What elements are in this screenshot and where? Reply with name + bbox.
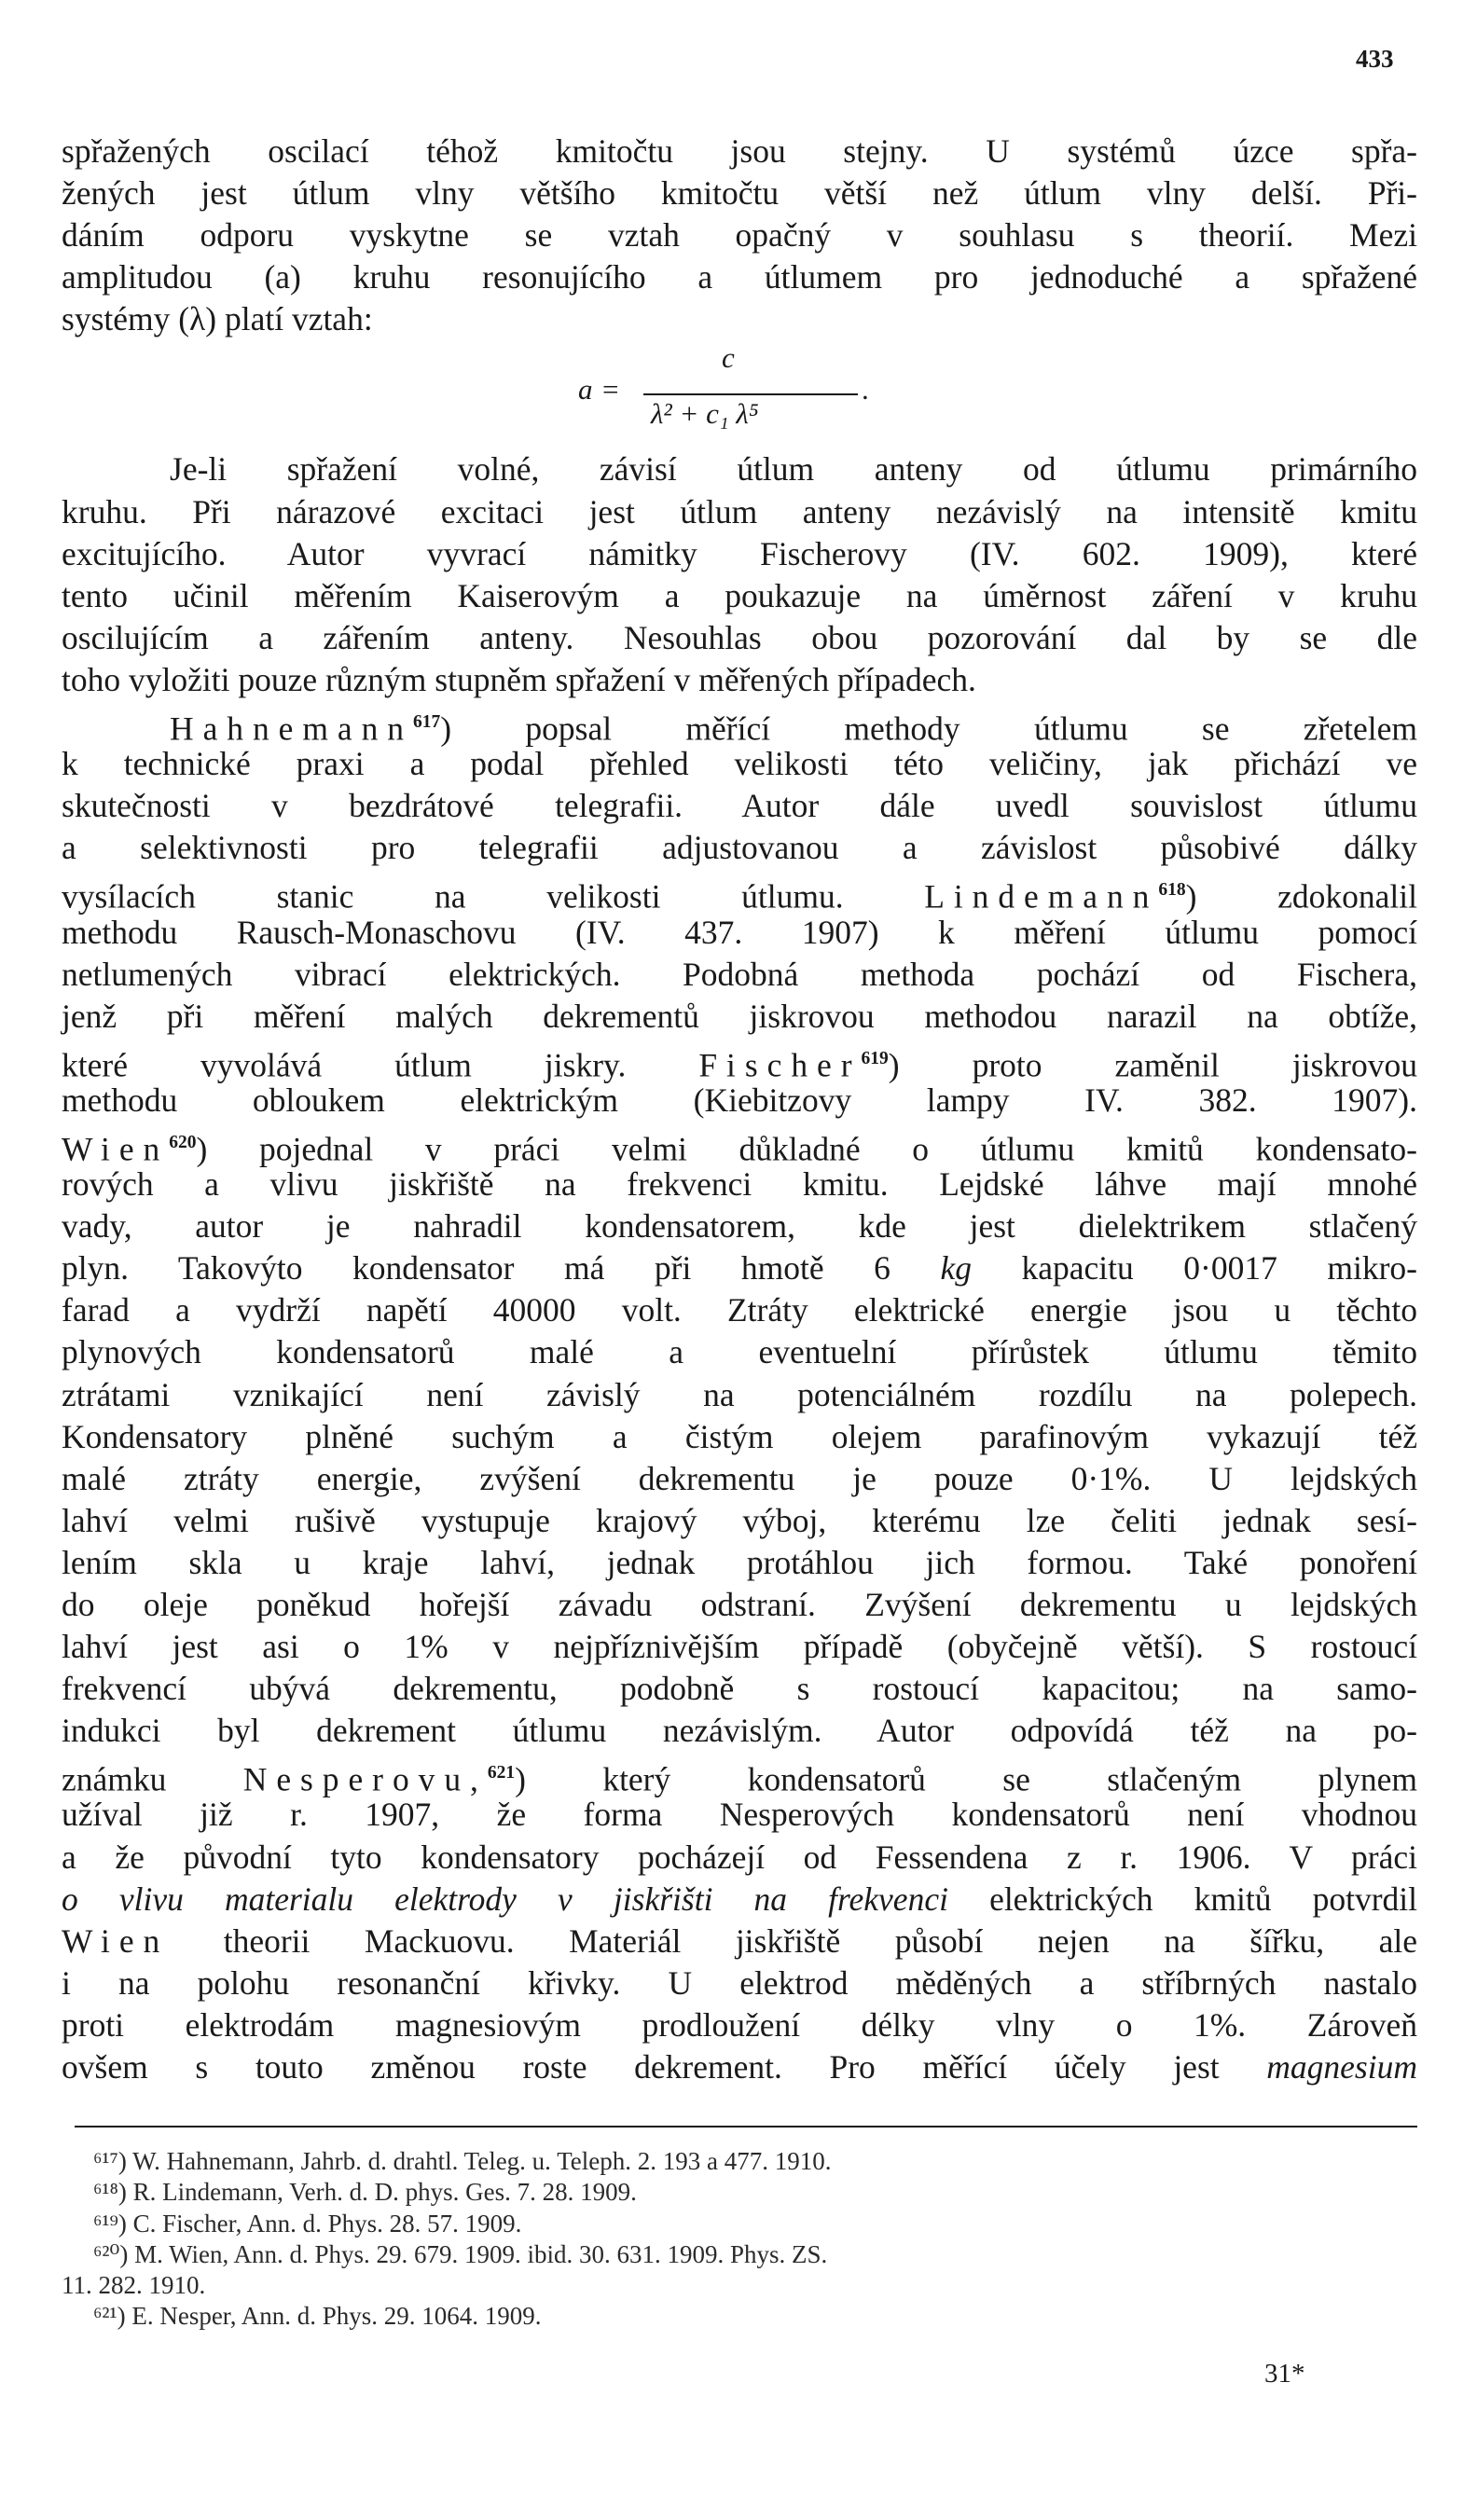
footnote: ⁶¹⁷) W. Hahnemann, Jahrb. d. drahtl. Teleg. u. Teleph. 2. 193 a 477. 1910. — [93, 2147, 832, 2175]
text-line: do oleje poněkud hořejší závadu odstraní. Zvýšení dekrementu u lejdských — [62, 1586, 1417, 1623]
text-line: frekvencí ubývá dekrementu, podobně s rostoucí kapacitou; na samo- — [62, 1670, 1417, 1708]
text-line: methodu obloukem elektrickým (Kiebitzovy lampy IV. 382. 1907). — [62, 1081, 1417, 1119]
text-line: lahví velmi rušivě vystupuje krajový výboj, kterému lze čeliti jednak sesí- — [62, 1501, 1417, 1539]
fraction-bar — [643, 393, 858, 395]
text-fragment: známku — [62, 1761, 167, 1799]
text-fragment: které vyvolává útlum jiskry. — [62, 1046, 627, 1084]
text-line: Je-li spřažení volné, závisí útlum anteny od útlumu primárního — [170, 450, 1417, 489]
footnotes — [62, 2146, 1417, 2333]
text-line: a že původní tyto kondensatory pocházejí od Fessendena z r. 1906. V práci — [62, 1838, 1417, 1876]
footnote: ⁶²⁰) M. Wien, Ann. d. Phys. 29. 679. 1909. ibid. 30. 631. 1909. Phys. ZS. — [93, 2239, 828, 2268]
text-line: proti elektrodám magnesiovým prodloužení délky vlny o 1%. Zároveň — [62, 2005, 1417, 2044]
author-name: Wien — [62, 1921, 170, 1960]
text-fragment: pojednal v práci velmi důkladné o útlumu kmitů kondensato- — [259, 1130, 1417, 1168]
page-number: 433 — [1356, 45, 1394, 73]
footnote-divider — [75, 2126, 1417, 2128]
footnote: ⁶²¹) E. Nesper, Ann. d. Phys. 29. 1064. 1909. — [93, 2302, 542, 2331]
text-line — [62, 1879, 1417, 1921]
footnote: ⁶¹⁸) R. Lindemann, Verh. d. D. phys. Ges. 7. 28. 1909. — [93, 2178, 637, 2207]
text-line: netlumených vibrací elektrických. Podobná methoda pochází od Fischera, — [62, 955, 1417, 993]
author-name: Lindemann — [924, 878, 1159, 916]
text-fragment: vysílacích stanic na velikosti útlumu. — [62, 878, 844, 916]
text-line: rových a vlivu jiskřiště na frekvenci kmitu. Lejdské láhve mají mnohé — [62, 1165, 1417, 1204]
text-line: vady, autor je nahradil kondensatorem, kde jest dielektrikem stlačený — [62, 1207, 1417, 1246]
text-line: známku Nesperovu,$^{621}$) který kondensatorů se stlačeným plynem — [62, 1761, 1417, 1799]
text-fragment: plyn. Takovýto kondensator má při hmotě 6 — [62, 1249, 890, 1288]
text-line: jenž při měření malých dekrementů jiskrovou methodou narazil na obtíže, — [62, 997, 1417, 1035]
formula — [578, 341, 914, 440]
formula-period: . — [862, 373, 869, 406]
author-name: Hahnemann — [170, 709, 413, 748]
author-name: Wien — [62, 1130, 170, 1168]
text-line: dáním odporu vyskytne se vztah opačný v souhlasu s theorií. Mezi — [62, 216, 1417, 255]
text-line: toho vyložiti pouze různým stupněm spřažení v měřených případech. — [62, 660, 976, 698]
footnote-ref: 620 — [169, 1132, 197, 1152]
footnote-ref: 617 — [412, 712, 441, 733]
text-line — [62, 2046, 1417, 2088]
text-line: i na polohu resonanční křivky. U elektrod měděných a stříbrných nastalo — [62, 1963, 1417, 2002]
text-fragment: ovšem s touto změnou roste dekrement. Pro měřící účely jest — [62, 2048, 1220, 2086]
footnote-ref: 618 — [1158, 880, 1186, 901]
text-line: k technické praxi a podal přehled velikosti této veličiny, jak přichází ve — [62, 745, 1417, 783]
text-line: excitujícího. Autor vyvrací námitky Fischerovy (IV. 602. 1909), které — [62, 534, 1417, 572]
text-line: systémy (λ) platí vztah: — [62, 300, 373, 338]
text-line: plynových kondensatorů malé a eventuelní přírůstek útlumu těmito — [62, 1333, 1417, 1371]
formula-equals: = — [602, 373, 619, 406]
text-line: farad a vydrží napětí 40000 volt. Ztráty elektrické energie jsou u těchto — [62, 1291, 1417, 1329]
text-fragment: popsal měřící methody útlumu se zřetelem — [525, 709, 1417, 748]
text-line: Wien$^{620}$) pojednal v práci velmi důkladné o útlumu kmitů kondensato- — [62, 1130, 1417, 1168]
text-line: ztrátami vznikající není závislý na potenciálném rozdílu na polepech. — [62, 1375, 1417, 1413]
text-line: indukci byl dekrement útlumu nezávislým. Autor odpovídá též na po- — [62, 1712, 1417, 1750]
author-name: Fischer — [698, 1046, 862, 1084]
formula-denominator: λ² + c₁ λ⁵ — [651, 397, 759, 430]
text-line: lahví jest asi o 1% v nejpříznivějším případě (obyčejně větší). S rostoucí — [62, 1628, 1417, 1666]
formula-numerator: c — [722, 341, 735, 374]
italic-title: o vlivu materialu elektrody v jiskřišti na frekvenci — [62, 1880, 948, 1918]
text-fragment: elektrických kmitů potvrdil — [989, 1880, 1417, 1918]
text-line: oscilujícím a zářením anteny. Nesouhlas obou pozorování dal by se dle — [62, 618, 1417, 656]
text-line: lením skla u kraje lahví, jednak protáhlou jich formou. Také ponoření — [62, 1543, 1417, 1581]
text-line: spřažených oscilací téhož kmitočtu jsou stejny. U systémů úzce spřa- — [62, 132, 1417, 170]
text-line — [62, 1921, 1417, 1962]
footnote-ref: 621 — [487, 1763, 516, 1783]
text-line: Kondensatory plněné suchým a čistým olejem parafinovým vykazují též — [62, 1417, 1417, 1455]
footnote-continuation: 11. 282. 1910. — [62, 2271, 206, 2300]
text-line: vysílacích stanic na velikosti útlumu. Lindemann$^{618}$) zdokonalil — [62, 878, 1417, 916]
text-line: malé ztráty energie, zvýšení dekrementu je pouze 0·1%. U lejdských — [62, 1459, 1417, 1497]
unit: kg — [940, 1249, 972, 1288]
author-name: Nesperovu, — [242, 1761, 488, 1799]
text-line: kruhu. Při nárazové excitaci jest útlum anteny nezávislý na intensitě kmitu — [62, 492, 1417, 530]
text-fragment: proto zaměnil jiskrovou — [972, 1046, 1417, 1084]
text-line: amplitudou (a) kruhu resonujícího a útlumem pro jednoduché a spřažené — [62, 258, 1417, 296]
formula-lhs: a — [578, 373, 593, 406]
text-fragment: theorii Mackuovu. Materiál jiskřiště působí nejen na šířku, ale — [223, 1921, 1418, 1960]
text-fragment: který kondensatorů se stlačeným plynem — [602, 1761, 1417, 1799]
text-line — [62, 1247, 1417, 1289]
text-line: skutečnosti v bezdrátové telegrafii. Autor dále uvedl souvislost útlumu — [62, 787, 1417, 825]
text-line: a selektivnosti pro telegrafii adjustovanou a závislost působivé dálky — [62, 829, 1417, 867]
italic-word: magnesium — [1266, 2048, 1417, 2086]
text-line: tento učinil měřením Kaiserovým a poukazuje na úměrnost záření v kruhu — [62, 576, 1417, 614]
signature-mark: 31* — [1264, 2359, 1305, 2389]
footnote-ref: 619 — [861, 1048, 889, 1068]
text-fragment: zdokonalil — [1277, 878, 1417, 916]
text-line: Hahnemann$^{617}$) popsal měřící methody útlumu se zřetelem — [170, 709, 1417, 748]
text-fragment: kapacitu 0·0017 mikro- — [1021, 1249, 1417, 1288]
footnote: ⁶¹⁹) C. Fischer, Ann. d. Phys. 28. 57. 1909. — [93, 2209, 522, 2238]
text-line: methodu Rausch-Monaschovu (IV. 437. 1907) k měření útlumu pomocí — [62, 913, 1417, 951]
text-line: které vyvolává útlum jiskry. Fischer$^{619}$) proto zaměnil jiskrovou — [62, 1046, 1417, 1084]
text-line: užíval již r. 1907, že forma Nesperových kondensatorů není vhodnou — [62, 1796, 1417, 1834]
text-line: žených jest útlum vlny většího kmitočtu větší než útlum vlny delší. Při- — [62, 174, 1417, 213]
